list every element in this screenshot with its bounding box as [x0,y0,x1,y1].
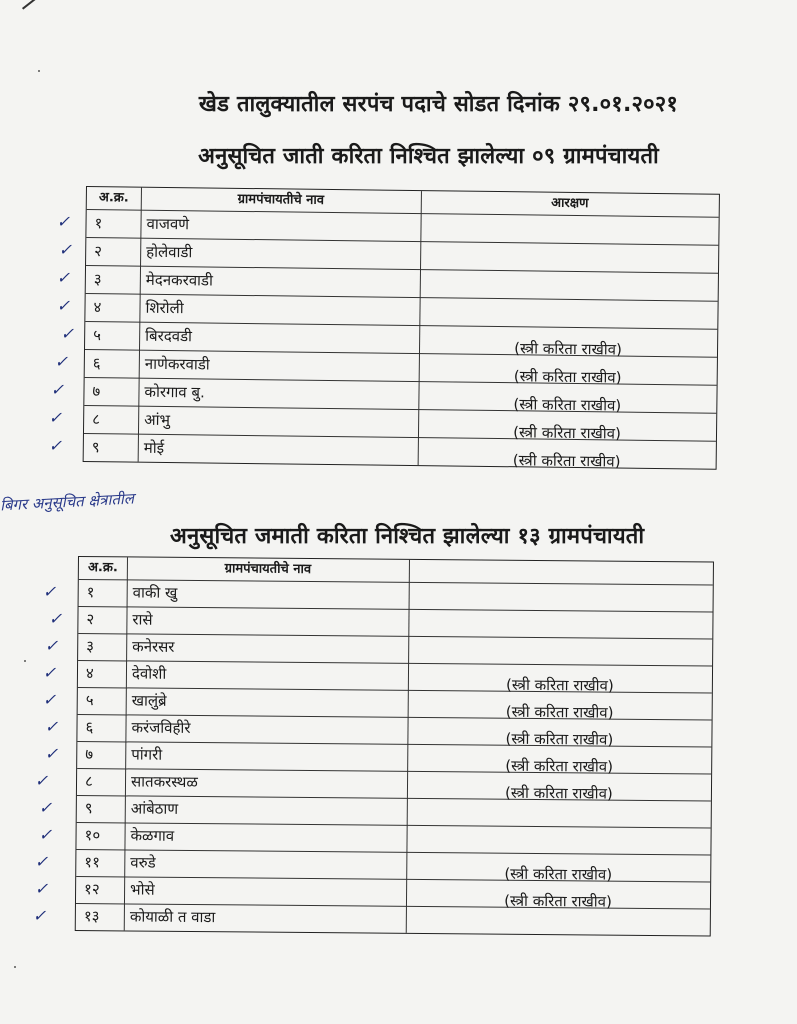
check-mark: ✓ [34,771,49,790]
row-number: १ [86,583,95,602]
row-number: १२ [84,880,100,899]
speck [14,966,16,968]
gram-panchayat-name: आंबेठाण [130,799,179,818]
gram-panchayat-name: कोरगाव बु. [144,382,205,402]
section-title-sc: अनुसूचित जाती करिता निश्चित झालेल्या ०९ ग्रामपंचायती [198,144,659,169]
gram-panchayat-name: कोयाळी त वाडा [129,907,216,927]
reservation-note: (स्त्री करिता राखीव) [504,891,612,911]
reservation-note [420,213,718,245]
reservation-note [406,906,710,936]
row-number: १० [84,826,101,845]
reservation-note [406,825,710,855]
header-cell: ग्रामपंचायतीचे नाव [237,191,325,208]
check-mark: ✓ [48,436,63,455]
gram-panchayat-name: करंजविहीरे [131,718,191,737]
check-mark: ✓ [34,879,49,898]
row-number: १ [94,214,103,233]
check-mark: ✓ [42,663,57,682]
reservation-note: (स्त्री करिता राखीव) [513,423,621,443]
reservation-note [419,297,717,329]
gram-panchayat-name: देवोशी [131,664,167,683]
row-number: ३ [93,270,102,289]
check-mark: ✓ [48,609,63,628]
gram-panchayat-name: खालुंब्रे [131,691,167,710]
check-mark: ✓ [56,296,71,315]
check-mark: ✓ [38,798,53,817]
pen-mark [22,0,48,10]
gram-panchayat-name: कनेरसर [132,637,175,656]
row-number: ११ [84,853,101,872]
speck [24,660,26,662]
check-mark: ✓ [58,240,73,259]
reservation-note: (स्त्री करिता राखीव) [504,864,613,884]
gram-panchayat-name: सातकरस्थळ [130,772,198,792]
header-cell: अ.क्र. [87,560,118,576]
row-number: ४ [85,664,94,683]
reservation-note [409,582,713,612]
check-mark: ✓ [44,636,59,655]
gram-panchayat-name: वरुडे [130,853,156,872]
reservation-note: (स्त्री करिता राखीव) [514,339,623,359]
check-mark: ✓ [34,852,49,871]
gram-panchayat-name: बिरदवडी [145,326,193,346]
header-cell: आरक्षण [551,195,589,212]
gram-panchayat-name: पांगरी [131,745,163,764]
row-number: ६ [85,718,94,737]
reservation-note [420,241,718,273]
reservation-note: (स्त्री करिता राखीव) [505,675,614,695]
check-mark: ✓ [60,324,75,343]
document-title: खेड तालुक्यातील सरपंच पदाचे सोडत दिनांक २९.०१.२०२१ [198,92,679,117]
row-number: ७ [92,382,101,401]
row-number: ८ [84,772,93,791]
row-number: १३ [83,907,100,926]
reservation-note: (स्त्री करिता राखीव) [513,395,622,415]
reservation-note [420,269,718,301]
reservation-note: (स्त्री करिता राखीव) [505,702,614,722]
check-mark: ✓ [44,717,59,736]
gram-panchayat-name: वाकी खु [132,583,178,602]
reservation-note: (स्त्री करिता राखीव) [512,451,621,471]
gram-panchayat-name: भोसे [130,880,155,899]
header-cell: अ.क्र. [98,190,129,206]
row-number: ९ [84,799,93,818]
reservation-note [407,798,711,828]
reservation-note: (स्त्री करिता राखीव) [505,729,614,749]
row-number: ९ [91,438,100,457]
check-mark: ✓ [32,906,47,925]
reservation-note: (स्त्री करिता राखीव) [504,783,613,803]
check-mark: ✓ [38,825,53,844]
gram-panchayat-name: रासे [132,610,153,629]
gram-panchayat-name: शिरोली [145,298,184,318]
check-mark: ✓ [56,212,71,231]
row-number: ३ [86,637,95,656]
check-mark: ✓ [54,352,69,371]
section-title-st: अनुसूचित जमाती करिता निश्चित झालेल्या १३ ग्रामपंचायती [170,524,645,549]
check-mark: ✓ [42,690,57,709]
check-mark: ✓ [44,744,59,763]
header-cell: ग्रामपंचायतीचे नाव [224,561,312,578]
table-sc [83,186,720,470]
check-mark: ✓ [56,268,71,287]
gram-panchayat-name: होलेवाडी [146,242,193,262]
gram-panchayat-name: मेदनकरवाडी [145,270,214,290]
reservation-note: (स्त्री करिता राखीव) [505,756,614,776]
row-number: ४ [93,298,102,317]
reservation-note [408,609,712,639]
row-number: २ [94,242,103,261]
speck [38,70,40,72]
row-number: ५ [85,691,94,710]
gram-panchayat-name: मोई [143,438,165,457]
gram-panchayat-name: नाणेकरवाडी [144,354,210,374]
check-mark: ✓ [50,380,65,399]
gram-panchayat-name: केळगाव [130,826,175,845]
row-number: ५ [93,326,102,345]
reservation-note: (स्त्री करिता राखीव) [513,367,622,387]
gram-panchayat-name: वाजवणे [146,214,190,234]
header-cell [409,560,713,585]
row-number: ७ [85,745,94,764]
row-number: २ [86,610,95,629]
check-mark: ✓ [48,408,63,427]
table-st [75,556,714,937]
check-mark: ✓ [42,582,57,601]
row-number: ८ [92,410,101,429]
reservation-note [408,636,712,666]
gram-panchayat-name: आंभु [144,410,171,430]
table-row [76,903,710,936]
row-number: ६ [92,354,101,373]
handwritten-prefix: बिगर अनुसूचित क्षेत्रातील [0,489,135,515]
